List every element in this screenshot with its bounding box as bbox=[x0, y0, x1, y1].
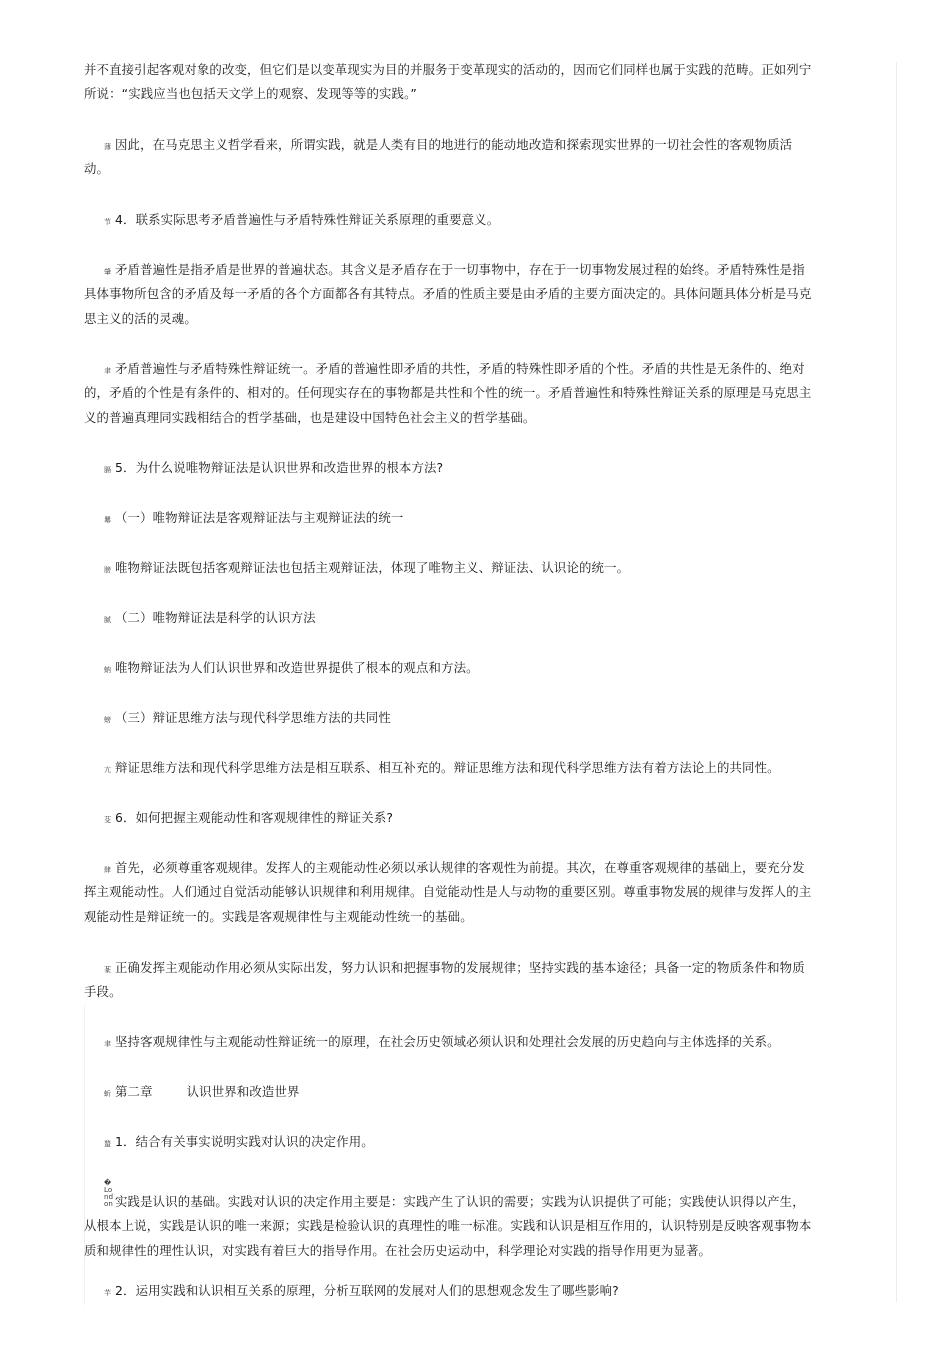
paragraph-marker: 聿 bbox=[104, 367, 112, 375]
paragraph-historical-trend: 聿 坚持客观规律性与主观能动性辩证统一的原理，在社会历史领域必须认识和处理社会发展的历史趋向与主体选择的关系。 bbox=[104, 1034, 780, 1049]
paragraph-marker: 螃 bbox=[104, 716, 112, 724]
paragraph-marker: 亢 bbox=[104, 766, 112, 774]
paragraph-marker: 薄 bbox=[104, 143, 112, 151]
paragraph-marker: 芉 bbox=[104, 1289, 112, 1297]
chapter-2-question-2: 芉 2．运用实践和认识相互关系的原理，分析互联网的发展对人们的思想观念发生了哪些影响? bbox=[104, 1283, 619, 1298]
paragraph-marker: 节 bbox=[104, 218, 112, 226]
paragraph-marker: 肇 bbox=[104, 268, 112, 276]
chapter-2-heading bbox=[84, 1080, 814, 1104]
question-6-heading: 芟 6．如何把握主观能动性和客观规律性的辩证关系? bbox=[104, 810, 394, 825]
subheading-3: 螃 （三）辩证思维方法与现代科学思维方法的共同性 bbox=[104, 710, 391, 725]
paragraph-marker: 膀 bbox=[104, 566, 112, 574]
paragraph-marker: 腻 bbox=[104, 616, 112, 624]
paragraph-marker: 蒃 bbox=[104, 966, 112, 974]
paragraph-objective-laws: 肆 首先，必须尊重客观规律。发挥人的主观能动性必须以承认规律的客观性为前提。其次，在尊重客观规律的基础上，要充分发挥主观能动性。人们通过自觉活动能够认识规律和利用规律。自觉能动性是人与动物的重要区别。尊重事物发展的规律与发挥人的主观能动性是辩证统一的。实践是客观规律性与主观能动性统一的基础。 bbox=[84, 860, 812, 924]
question-5-heading: 膈 5．为什么说唯物辩证法是认识世界和改造世界的根本方法? bbox=[104, 460, 444, 475]
subheading-1: 羃 （一）唯物辩证法是客观辩证法与主观辩证法的统一 bbox=[104, 510, 404, 525]
chapter-number: 第二章 bbox=[115, 1084, 153, 1099]
paragraph-dialectics-method: 蚋 唯物辩证法为人们认识世界和改造世界提供了根本的观点和方法。 bbox=[104, 660, 479, 675]
paragraph-marker: 膈 bbox=[104, 466, 112, 474]
paragraph-practice-definition: 薄 因此，在马克思主义哲学看来，所谓实践，就是人类有目的地进行的能动地改造和探索现实世界的一切社会性的客观物质活动。 bbox=[84, 137, 793, 177]
paragraph-marker: 聿 bbox=[104, 1040, 112, 1048]
question-4-heading: 节 4．联系实际思考矛盾普遍性与矛盾特殊性辩证关系原理的重要意义。 bbox=[104, 212, 500, 227]
paragraph-marker: 蝥 bbox=[104, 1140, 112, 1148]
paragraph-dialectics-unity: 膀 唯物辩证法既包括客观辩证法也包括主观辩证法，体现了唯物主义、辩证法、认识论的统一。 bbox=[104, 560, 630, 575]
paragraph-marker: �London bbox=[104, 1179, 114, 1208]
paragraph-marker: 肆 bbox=[104, 866, 112, 874]
chapter-2-question-1: 蝥 1．结合有关事实说明实践对认识的决定作用。 bbox=[104, 1134, 374, 1149]
chapter-title: 认识世界和改造世界 bbox=[186, 1084, 300, 1099]
paragraph-practice-scope: 并不直接引起客观对象的改变，但它们是以变革现实为目的并服务于变革现实的活动的，因而它们同样也属于实践的范畴。正如列宁所说：“实践应当也包括天文学上的观察、发现等等的实践。” bbox=[84, 62, 812, 102]
paragraph-marker: 蚋 bbox=[104, 666, 112, 674]
paragraph-marker: 芟 bbox=[104, 816, 112, 824]
paragraph-marker: 羃 bbox=[104, 516, 112, 524]
page-border-line bbox=[896, 62, 897, 1302]
paragraph-subjective-initiative: 蒃 正确发挥主观能动作用必须从实际出发，努力认识和把握事物的发展规律；坚持实践的基本途径；具备一定的物质条件和物质手段。 bbox=[84, 960, 805, 1000]
paragraph-marker: 蚚 bbox=[104, 1090, 112, 1098]
subheading-2: 腻 （二）唯物辩证法是科学的认识方法 bbox=[104, 610, 316, 625]
paragraph-practice-basis: �London 实践是认识的基础。实践对认识的决定作用主要是：实践产生了认识的需要；实践为认识提供了可能；实践使认识得以产生，从根本上说，实践是认识的唯一来源；实践是检验认识的真理性的唯一标准。实践和认识是相互作用的，认识特别是反映客观事物本质和规律性的理性认识，对实践有着巨大的指导作用。在社会历史运动中，科学理论对实践的指导作用更为显著。 bbox=[84, 1179, 812, 1258]
paragraph-thinking-methods: 亢 辩证思维方法和现代科学思维方法是相互联系、相互补充的。辩证思维方法和现代科学思维方法有着方法论上的共同性。 bbox=[104, 760, 780, 775]
paragraph-contradiction-universality: 肇 矛盾普遍性是指矛盾是世界的普遍状态。其含义是矛盾存在于一切事物中，存在于一切事物发展过程的始终。矛盾特殊性是指具体事物所包含的矛盾及每一矛盾的各个方面都各有其特点。矛盾的性质主要是由矛盾的主要方面决定的。具体问题具体分析是马克思主义的活的灵魂。 bbox=[84, 262, 812, 326]
paragraph-contradiction-unity: 聿 矛盾普遍性与矛盾特殊性辩证统一。矛盾的普遍性即矛盾的共性，矛盾的特殊性即矛盾的个性。矛盾的共性是无条件的、绝对的，矛盾的个性是有条件的、相对的。任何现实存在的事物都是共性和个性的统一。矛盾普遍性和特殊性辩证关系的原理是马克思主义的普遍真理同实践相结合的哲学基础，也是建设中国特色社会主义的哲学基础。 bbox=[84, 361, 812, 425]
